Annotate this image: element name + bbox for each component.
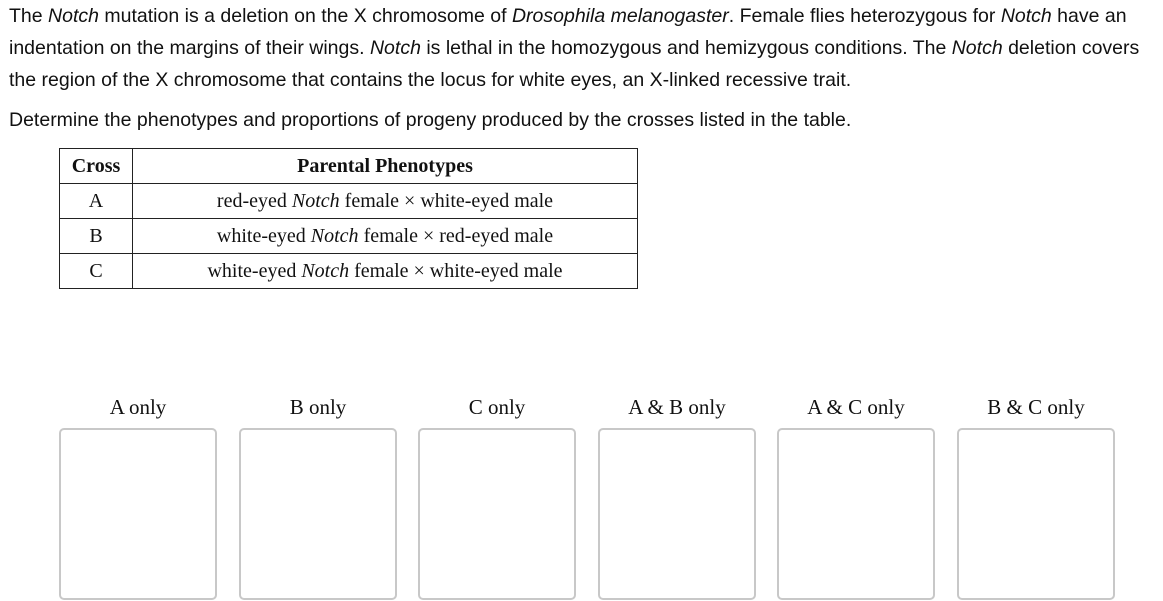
drop-zone-c-only[interactable]	[418, 428, 576, 600]
drop-zone-a-c-only[interactable]	[777, 428, 935, 600]
drop-zone-b-c-only[interactable]	[957, 428, 1115, 600]
bin-label: A only	[109, 395, 167, 419]
cross-id: A	[60, 184, 133, 219]
bin-label: C only	[468, 395, 526, 419]
table-row	[60, 254, 638, 289]
bin-label: A & B only	[628, 395, 726, 419]
table-header-row	[60, 149, 638, 184]
cross-id: B	[60, 219, 133, 254]
question-task: Determine the phenotypes and proportions of progeny produced by the crosses listed in the table.	[9, 109, 852, 131]
parental-phenotypes: white-eyed Notch female × red-eyed male	[133, 219, 638, 254]
parental-phenotypes: white-eyed Notch female × white-eyed male	[133, 254, 638, 289]
bin-label: B & C only	[987, 395, 1085, 419]
bin-a-b-only	[598, 392, 756, 600]
bin-c-only	[418, 392, 576, 600]
drop-zone-a-b-only[interactable]	[598, 428, 756, 600]
bin-a-only	[59, 392, 217, 600]
answer-bins	[59, 392, 1119, 600]
bin-a-c-only	[777, 392, 935, 600]
header-cross: Cross	[60, 149, 133, 184]
table-row	[60, 219, 638, 254]
drop-zone-a-only[interactable]	[59, 428, 217, 600]
parental-phenotypes: red-eyed Notch female × white-eyed male	[133, 184, 638, 219]
drop-zone-b-only[interactable]	[239, 428, 397, 600]
bin-label: B only	[289, 395, 347, 419]
cross-id: C	[60, 254, 133, 289]
table-row	[60, 184, 638, 219]
header-parental-phenotypes: Parental Phenotypes	[133, 149, 638, 184]
question-intro: The Notch mutation is a deletion on the X chromosome of Drosophila melanogaster. Female flies heterozygous for Notch have an indentation on the margins of their wings. Notch is lethal in the homozygous and hemizygous conditions. The Notch deletion covers the region of the X chromosome that contains the locus for white eyes, an X-linked recessive trait.	[9, 5, 1140, 91]
crosses-table	[59, 148, 638, 289]
bin-b-only	[239, 392, 397, 600]
bin-b-c-only	[957, 392, 1115, 600]
bin-label: A & C only	[807, 395, 905, 419]
